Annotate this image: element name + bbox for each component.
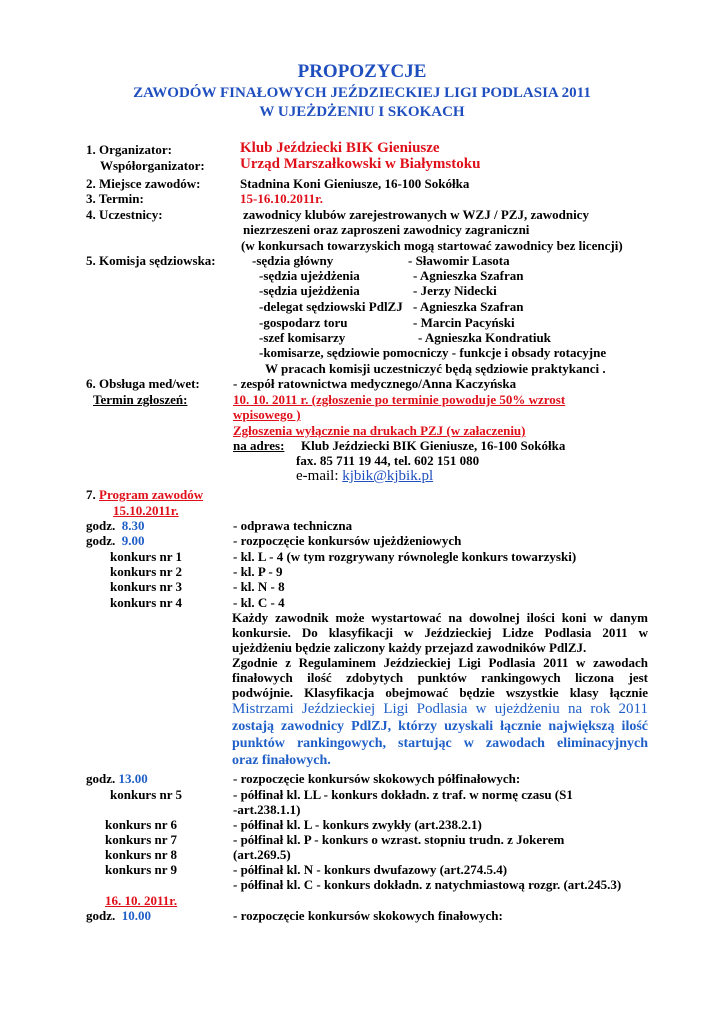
uczestnicy-label: 4. Uczestnicy: [86,207,163,222]
konkurs-label: konkurs nr 9 [105,862,178,877]
konkurs-desc: - półfinał kl. N - konkurs dwufazowy (art.274.5.4) [233,862,508,877]
time-label: godz. 13.00 [86,771,148,786]
konkurs-desc: - kl. L - 4 (w tym rozgrywany równolegle konkurs towarzyski) [233,549,577,564]
termin-zgloszen-line-3: Zgłoszenia wyłącznie na drukach PZJ (w załaczeniu) [233,423,526,438]
termin-label: 3. Termin: [86,191,144,206]
organizator-label: 1. Organizator: [86,142,172,157]
konkurs-label: konkurs nr 1 [110,549,183,564]
info-paragraph: Każdy zawodnik może wystartować na dowolnej ilości koni w danym konkursie. Do klasyfikacji w Jeździeckiej Lidze Podlasia 2011 w ujeżdżeniu będzie zaliczony każdy przejazd zawodników PdlZJ. Zgodnie z Regulaminem Jeździeckiej Ligi Podlasia 2011 w zawodach finałowych ilość zdobytych punktów rankingowych liczona jest podwójnie. Klasyfikacja obejmować będzie wszystkie klasy łącznie [232,610,648,700]
konkurs-desc: -art.238.1.1) [233,802,301,817]
konkurs-label: konkurs nr 3 [110,579,183,594]
komisja-name: - Agnieszka Kondratiuk [418,330,551,345]
termin-zgloszen-label: Termin zgłoszeń: [93,392,188,407]
schedule-desc: - rozpoczęcie konkursów skokowych finałowych: [233,908,503,923]
komisja-label: 5. Komisja sędziowska: [86,253,216,268]
uczestnicy-line-1: zawodnicy klubów zarejestrowanych w WZJ / PZJ, zawodnicy [243,207,589,222]
komisja-name: - Jerzy Nidecki [413,283,497,298]
miejsce-label: 2. Miejsce zawodów: [86,176,201,191]
komisja-line: -komisarze, sędziowie pomocniczy - funkcje i obsady rotacyjne [259,345,607,360]
doc-subtitle-2: W UJEŻDŻENIU I SKOKACH [259,104,465,120]
komisja-name: - Agnieszka Szafran [413,299,524,314]
time-label: godz. 10.00 [86,908,151,923]
obsluga-value: - zespół ratownictwa medycznego/Anna Kaczyńska [233,376,517,391]
time-value: 8.30 [121,518,145,533]
komisja-role: -sędzia ujeżdżenia [259,268,360,283]
wspolorganizator-label: Współorganizator: [100,158,205,173]
konkurs-label: konkurs nr 5 [110,787,183,802]
time-label: godz. 9.00 [86,533,145,548]
adres-label: na adres: [233,438,285,453]
email-line [296,469,433,484]
program-date-1: 15.10.2011r. [113,503,179,518]
komisja-role: -sędzia główny [252,253,334,268]
komisja-name: - Marcin Pacyński [413,315,515,330]
program-label: Program zawodów [99,487,204,502]
komisja-role: -szef komisarzy [259,330,346,345]
konkurs-desc: - półfinał kl. LL - konkurs dokładn. z traf. w normę czasu (S1 [233,787,573,802]
konkurs-label: konkurs nr 4 [110,595,183,610]
komisja-role: -gospodarz toru [259,315,348,330]
konkurs-desc: - półfinał kl. L - konkurs zwykły (art.238.2.1) [233,817,482,832]
konkurs-label: konkurs nr 6 [105,817,178,832]
time-value: 10.00 [121,908,151,923]
organizator-value: Klub Jeździecki BIK Gieniusze [240,140,440,156]
komisja-line: W pracach komisji uczestniczyć będą sędziowie praktykanci . [265,361,606,376]
konkurs-label: konkurs nr 7 [105,832,178,847]
termin-zgloszen-line-2: wpisowego ) [233,407,301,422]
konkurs-desc: - kl. N - 8 [233,579,285,594]
adres-value: Klub Jeździecki BIK Gieniusze, 16-100 Sokółka [301,438,566,453]
konkurs-desc: (art.269.5) [233,847,291,862]
time-label: godz. 8.30 [86,518,145,533]
email-link[interactable]: kjbik@kjbik.pl [342,468,434,484]
obsluga-label: 6. Obsługa med/wet: [86,376,200,391]
uczestnicy-line-2: niezrzeszeni oraz zaproszeni zawodnicy zagraniczni [243,222,530,237]
doc-title: PROPOZYCJE [297,61,427,82]
uczestnicy-line-3: (w konkursach towarzyskich mogą startować zawodnicy bez licencji) [241,238,623,253]
komisja-name: - Sławomir Lasota [408,253,510,268]
konkurs-label: konkurs nr 2 [110,564,183,579]
time-value: 13.00 [118,771,148,786]
wspolorganizator-value: Urząd Marszałkowski w Białymstoku [240,156,481,172]
termin-zgloszen-line-1: 10. 10. 2011 r. (zgłoszenie po terminie powoduje 50% wzrost [233,392,566,407]
program-date-2: 16. 10. 2011r. [105,893,178,908]
doc-subtitle-1: ZAWODÓW FINAŁOWYCH JEŹDZIECKIEJ LIGI PODLASIA 2011 [133,85,591,101]
fax-tel: fax. 85 711 19 44, tel. 602 151 080 [296,453,480,468]
komisja-role: -sędzia ujeżdżenia [259,283,360,298]
schedule-desc: - odprawa techniczna [233,518,353,533]
program-number: 7. [86,487,96,502]
program-heading [86,487,203,502]
komisja-role: -delegat sędziowski PdlZJ [259,299,403,314]
komisja-name: - Agnieszka Szafran [413,268,524,283]
konkurs-desc: - półfinał kl. P - konkurs o wzrast. stopniu trudn. z Jokerem [233,832,565,847]
miejsce-value: Stadnina Koni Gieniusze, 16-100 Sokółka [240,176,470,191]
konkurs-desc: - kl. C - 4 [233,595,285,610]
champions-paragraph: Mistrzami Jeździeckiej Ligi Podlasia w ujeżdżeniu na rok 2011 zostają zawodnicy PdlZJ, którzy uzyskali łącznie największą ilość punktów rankingowych, startując w zawodach eliminacyjnych oraz finałowych. [232,701,648,768]
termin-value: 15-16.10.2011r. [240,191,323,206]
time-value: 9.00 [121,533,145,548]
konkurs-label: konkurs nr 8 [105,847,178,862]
schedule-desc: - rozpoczęcie konkursów skokowych półfinałowych: [233,771,521,786]
konkurs-desc: - półfinał kl. C - konkurs dokładn. z natychmiastową rozgr. (art.245.3) [233,877,622,892]
email-label: e-mail: [296,468,339,484]
konkurs-desc: - kl. P - 9 [233,564,283,579]
schedule-desc: - rozpoczęcie konkursów ujeżdżeniowych [233,533,462,548]
